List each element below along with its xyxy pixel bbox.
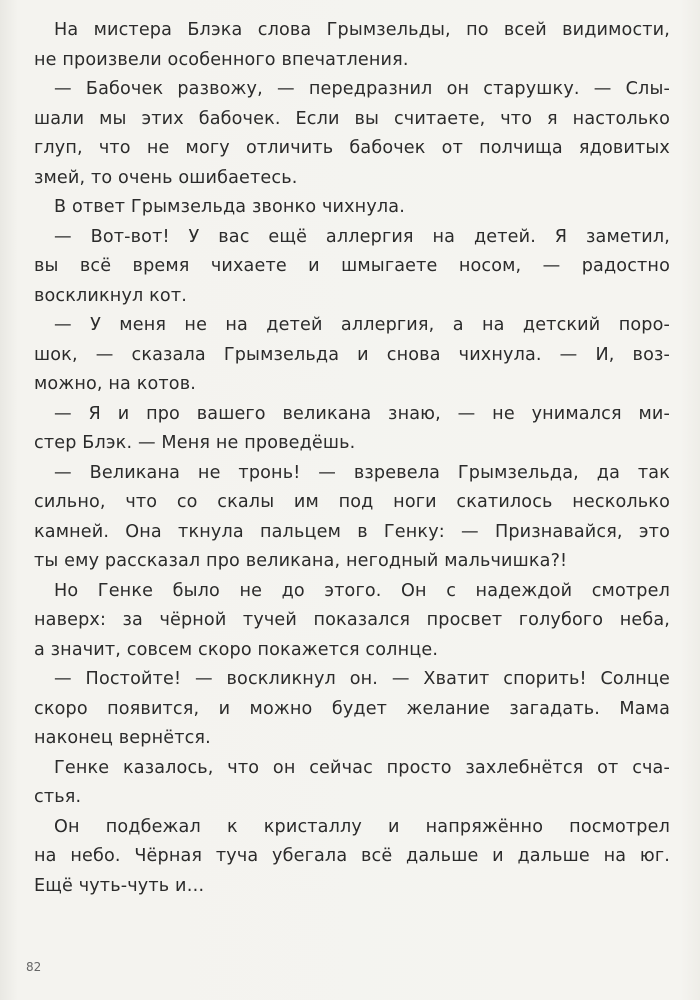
text-line: — Я и про вашего великана знаю, — не унимался ми- [54, 403, 670, 424]
text-line: Но Генке было не до этого. Он с надеждой смотрел [54, 580, 670, 601]
text-line: камней. Она ткнула пальцем в Генку: — Признавайся, это [34, 521, 670, 542]
text-line: воскликнул кот. [34, 285, 187, 306]
text-line: змей, то очень ошибаетесь. [34, 167, 298, 188]
text-line: Ещё чуть-чуть и… [34, 875, 205, 896]
body-text [34, 16, 670, 901]
text-line: не произвели особенного впечатления. [34, 49, 409, 70]
text-line: скоро появится, и можно будет желание загадать. Мама [34, 698, 670, 719]
text-line: наверх: за чёрной тучей показался просвет голубого неба, [34, 610, 670, 630]
text-line: сильно, что со скалы им под ноги скатилось несколько [34, 492, 670, 512]
text-line: — Бабочек развожу, — передразнил он старушку. — Слы- [54, 79, 670, 99]
text-line: — У меня не на детей аллергия, а на детский поро- [54, 315, 670, 335]
page-number: 82 [26, 960, 42, 974]
text-line: стер Блэк. — Меня не проведёшь. [34, 433, 356, 453]
text-line: — Вот-вот! У вас ещё аллергия на детей. Я заметил, [54, 226, 670, 247]
text-line: на небо. Чёрная туча убегала всё дальше и дальше на юг. [34, 846, 670, 866]
text-line: наконец вернётся. [34, 728, 211, 748]
text-line: шок, — сказала Грымзельда и снова чихнула. — И, воз- [34, 344, 670, 365]
text-line: вы всё время чихаете и шмыгаете носом, — радостно [34, 256, 670, 276]
text-line: — Постойте! — воскликнул он. — Хватит спорить! Солнце [54, 669, 670, 689]
text-line: На мистера Блэка слова Грымзельды, по всей видимости, [54, 20, 670, 40]
text-line: можно, на котов. [34, 374, 196, 394]
text-line: стья. [34, 787, 82, 807]
text-line: шали мы этих бабочек. Если вы считаете, что я настолько [34, 108, 670, 129]
text-line: Он подбежал к кристаллу и напряжённо посмотрел [54, 816, 670, 837]
text-line: а значит, совсем скоро покажется солнце. [34, 639, 439, 660]
text-line: Генке казалось, что он сейчас просто захлебнётся от сча- [54, 757, 670, 778]
text-line: глуп, что не могу отличить бабочек от полчища ядовитых [34, 138, 670, 158]
text-line: — Великана не тронь! — взревела Грымзельда, да так [54, 462, 670, 483]
text-line: В ответ Грымзельда звонко чихнула. [54, 197, 405, 217]
text-line: ты ему рассказал про великана, негодный мальчишка?! [34, 551, 568, 571]
